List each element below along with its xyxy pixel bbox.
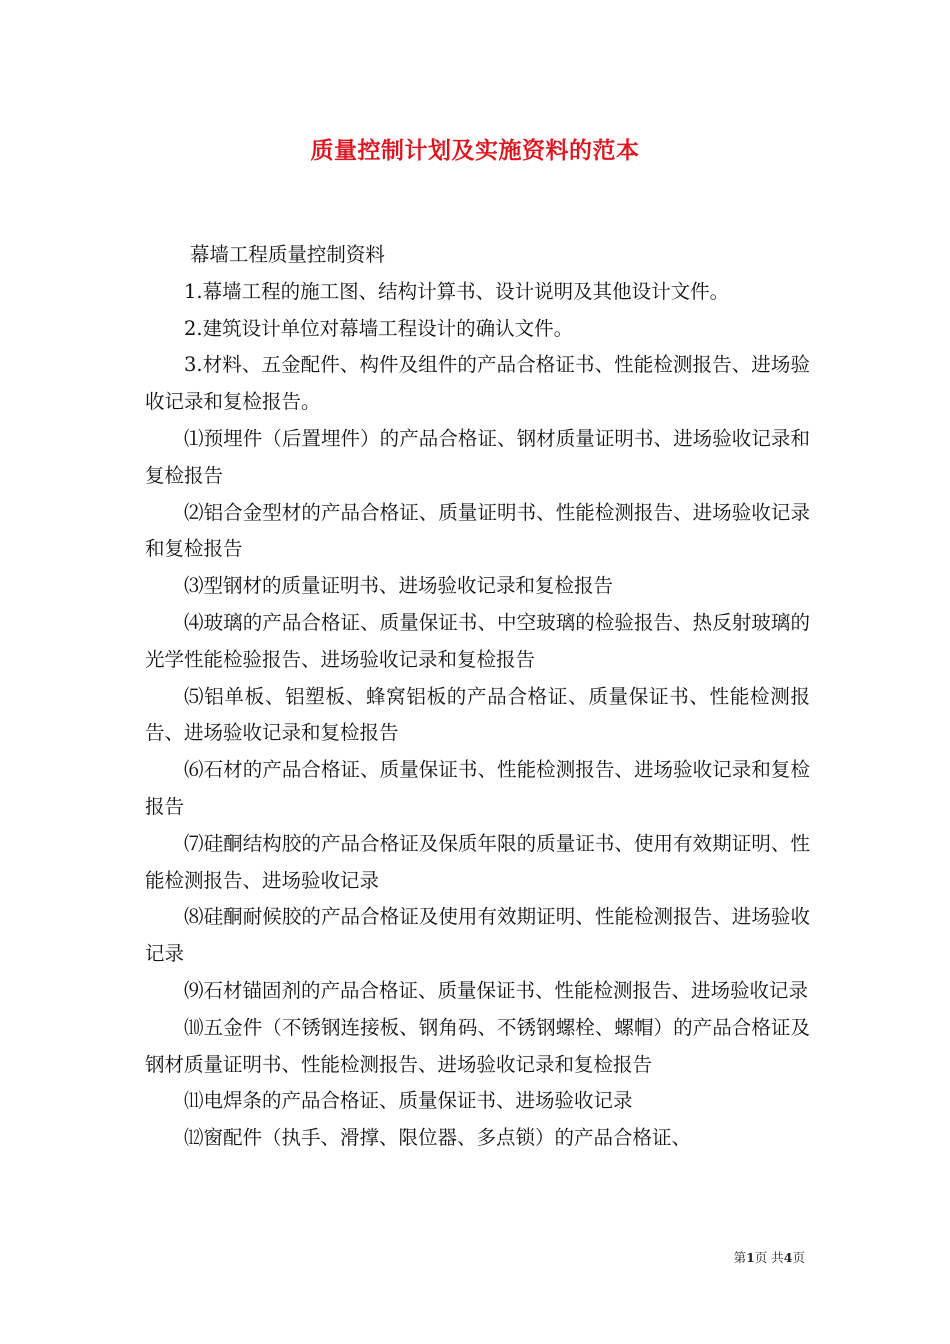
sub-item-6: ⑹石材的产品合格证、质量保证书、性能检测报告、进场验收记录和复检报告	[145, 758, 810, 818]
paragraph-item-1: 1.幕墙工程的施工图、结构计算书、设计说明及其他设计文件。	[184, 279, 730, 303]
sub-item-2: ⑵铝合金型材的产品合格证、质量证明书、性能检测报告、进场验收记录和复检报告	[145, 500, 810, 561]
paragraph-item-3: 3.材料、五金配件、构件及组件的产品合格证书、性能检测报告、进场验收记录和复检报告。	[145, 353, 810, 414]
footer-suffix: 页	[792, 1250, 805, 1265]
sub-item-7: ⑺硅酮结构胶的产品合格证及保质年限的质量证书、使用有效期证明、性能检测报告、进场验收记录	[145, 831, 810, 892]
sub-item-4: ⑷玻璃的产品合格证、质量保证书、中空玻璃的检验报告、热反射玻璃的光学性能检验报告、进场验收记录和复检报告	[145, 610, 810, 671]
sub-item-5: ⑸铝单板、铝塑板、蜂窝铝板的产品合格证、质量保证书、性能检测报告、进场验收记录和复检报告	[145, 684, 810, 745]
page-footer	[734, 1248, 805, 1266]
footer-total-pages: 4	[783, 1250, 793, 1265]
sub-item-11: ⑾电焊条的产品合格证、质量保证书、进场验收记录	[184, 1089, 633, 1113]
sub-item-1: ⑴预埋件（后置埋件）的产品合格证、钢材质量证明书、进场验收记录和复检报告	[145, 426, 810, 487]
footer-current-page: 1	[746, 1250, 755, 1265]
paragraph-item-2: 2.建筑设计单位对幕墙工程设计的确认文件。	[184, 316, 574, 340]
sub-item-10: ⑽五金件（不锈钢连接板、钢角码、不锈钢螺栓、螺帽）的产品合格证及钢材质量证明书、性能检测报告、进场验收记录和复检报告	[145, 1015, 810, 1076]
section-heading: 幕墙工程质量控制资料	[189, 243, 385, 266]
page-title: 质量控制计划及实施资料的范本	[310, 137, 640, 164]
document-body	[145, 237, 810, 1157]
footer-prefix: 第	[733, 1250, 747, 1265]
sub-item-3: ⑶型钢材的质量证明书、进场验收记录和复检报告	[184, 574, 614, 598]
sub-item-9: ⑼石材锚固剂的产品合格证、质量保证书、性能检测报告、进场验收记录	[184, 978, 809, 1002]
footer-middle: 页 共	[754, 1250, 784, 1265]
sub-item-12: ⑿窗配件（执手、滑撑、限位器、多点锁）的产品合格证、	[184, 1126, 692, 1150]
sub-item-8: ⑻硅酮耐候胶的产品合格证及使用有效期证明、性能检测报告、进场验收记录	[145, 905, 810, 966]
